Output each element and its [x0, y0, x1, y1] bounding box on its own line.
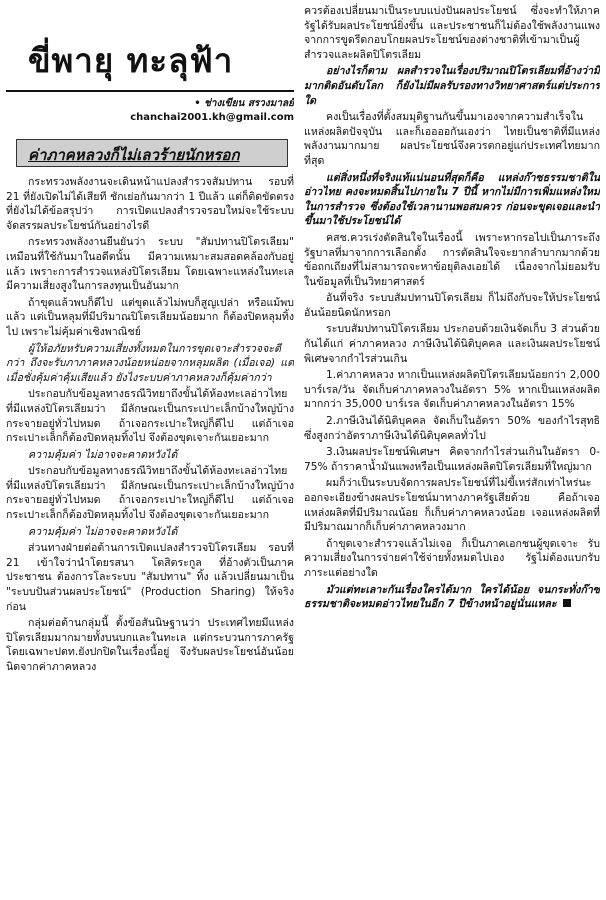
column-name: ขี่พายุ ทะลุฟ้า [28, 41, 234, 80]
left-paragraph-italic: ความคุ้มค่า ไม่อาจจะคาดหวังได้ [28, 525, 178, 538]
right-paragraph: อันที่จริง ระบบสัมปทานปิโตรเลียม ก็ไม่ถึงกับจะให้ประโยชน์อันน้อยนิดนักหรอก [304, 292, 600, 319]
end-mark-icon [563, 599, 571, 607]
left-paragraph: กลุ่มต่อต้านกลุ่มนี้ ตั้งข้อสันนิษฐานว่า ประเทศไทยมีแหล่งปิโตรเลียมมากมายทั้งบนบกและในทะเล แต่กระบวนการภาครัฐโดยเฉพาะปตท.ยังปกปิดในเรื่องนี้อยู่ จึงรับผลประโยชน์อันน้อยนิดจากค่าภาคหลวง [6, 617, 294, 673]
left-paragraph: ถ้าขุดแล้วพบก็ดีไป แต่ขุดแล้วไม่พบก็สูญเปล่า หรือแม้พบแล้ว แต่เป็นหลุมที่มีปริมาณปิโตรเลียมน้อยมาก ก็ต้องปิดหลุมทิ้งไป เพราะไม่คุ้มค่าเชิงพาณิชย์ [6, 296, 294, 338]
headline: ค่าภาคหลวงก็ไม่เลวร้ายนักหรอก [28, 146, 240, 164]
left-paragraph: ส่วนทางฝ่ายต่อต้านการเปิดแปลงสำรวจปิโตรเลียม รอบที่ 21 เข้าใจว่านำโดยรสนา โตสิตระกูล ที่อ้างตัวเป็นภาคประชาชน ต้องการโละระบบ "สัมปทาน" ทิ้ง แล้วเปลี่ยนมาเป็น "ระบบปันส่วนผลประโยชน์" (Production Sharing) ให้จริงก่อน [6, 542, 294, 613]
right-paragraph-closing [304, 583, 600, 612]
left-paragraph-italic: ความคุ้มค่า ไม่อาจจะคาดหวังได้ [28, 448, 178, 461]
right-column [304, 0, 600, 900]
right-paragraph: ควรต้องเปลี่ยนมาเป็นระบบแบ่งปันผลประโยชน์ ซึ่งจะทำให้ภาครัฐได้รับผลประโยชน์ยิ่งขึ้น และประชาชนก็ไม่ต้องใช้พลังงานแพงจากการขูดรีดกอบโกยผลประโยชน์ของต่างชาติที่เข้ามาเป็นผู้สำรวจและผลิตปิโตรเลียม [304, 5, 600, 61]
author-name: • ช่างเขียน สรวงมาลย์ [194, 98, 294, 109]
column-masthead [6, 20, 294, 92]
left-paragraph: ประกอบกับข้อมูลทางธรณีวิทยาถึงขั้นได้ห้องทะเลอ่าวไทยที่มีแหล่งปิโตรเลียมว่า มีลักษณะเป็นกระเปาะเล็กบ้างใหญ่บ้าง กระจายอยู่ทั่วไปหมด ถ้าเจอกระเปาะใหญ่ก็ดีไป แต่ถ้าเจอกระเปาะเล็กก็ต้องปิดหลุมทิ้งไป จึงต้องขุดเจาะกันเยอะมาก [6, 465, 294, 522]
closing-text: มัวแต่ทะเลาะกันเรื่องใครได้มาก ใครได้น้อย จนกระทั่งก๊าซธรรมชาติจะหมดอ่าวไทยในอีก 7 ปีข้างหน้าอยู่นั่นแหละ [304, 583, 600, 611]
right-paragraph: คงเป็นเรื่องที่ตั้งสมมุติฐานกันขึ้นมาเองจากความสำเร็จในแหล่งผลิตปัจจุบัน และก็เออออกันเองว่า ไทยเป็นชาติที่มีแหล่งพลังงานมากมาย ผลประโยชน์จึงควรตกอยู่แก่ประเทศไทยมากที่สุด [304, 111, 600, 167]
right-paragraph: 3.เงินผลประโยชน์พิเศษฯ คิดจากกำไรส่วนเกินในอัตรา 0-75% ถ้าราคาน้ำมันแพงหรือเป็นแหล่งผลิตปิโตรเลียมที่ใหญ่มาก [304, 446, 600, 473]
right-paragraph-emphasis: อย่างไรก็ตาม ผลสำรวจในเรื่องปริมาณปิโตรเลียมที่อ้างว่ามีมากติดอันดับโลก ก็ยังไม่มีผลรับรองทางวิทยาศาสตร์แต่ประการใด [304, 65, 600, 107]
right-paragraph: คสช.ควรเร่งตัดสินใจในเรื่องนี้ เพราะหากรอไปเป็นภาระถึงรัฐบาลที่มาจากการเลือกตั้ง การตัดสินใจจะยากลำบากมากด้วยข้อถกเถียงที่ไม่สามารถจะหาข้อยุติลงเอยได้ เนื่องจากไม่ยอมรับในข้อมูลที่เป็นวิทยาศาสตร์ [304, 231, 600, 288]
right-paragraph: ถ้าขุดเจาะสำรวจแล้วไม่เจอ ก็เป็นภาคเอกชนผู้ขุดเจาะ รับความเสี่ยงในการจ่ายค่าใช้จ่ายทั้งหมดไปเอง รัฐไม่ต้องแบกรับภาระแต่อย่างใด [304, 537, 600, 579]
right-paragraph: ผมก็ว่าเป็นระบบจัดการผลประโยชน์ที่ไม่ขี้เหร่สักเท่าไหร่นะ ออกจะเอียงข้างผลประโยชน์มาทางภาครัฐเสียด้วย คือถ้าเจอแหล่งผลิตที่มีปริมาณน้อย ก็เก็บค่าภาคหลวงน้อย เจอแหล่งผลิตที่มีปริมาณมากก็เก็บค่าภาคหลวงมาก [304, 477, 600, 534]
byline [6, 96, 294, 123]
right-paragraph: 1.ค่าภาคหลวง หากเป็นแหล่งผลิตปิโตรเลียมน้อยกว่า 2,000 บาร์เรล/วัน จัดเก็บค่าภาคหลวงในอัตรา 5% หากเป็นแหล่งผลิตมากกว่า 35,000 บาร์เรล จัดเก็บค่าภาคหลวงในอัตรา 15% [304, 369, 600, 411]
left-paragraph: กระทรวงพลังงานจะเดินหน้าแปลงสำรวจสัมปทาน รอบที่ 21 ที่ยังเปิดไม่ได้เสียที ชักเย่อกันมากว่า 1 ปีแล้ว แต่ก็ติดขัดตรงที่ยังไม่ได้ข้อสรุปว่า การเปิดแปลงสำรวจรอบใหม่จะใช้ระบบจัดสรรผลประโยชน์กันอย่างไรดี [6, 176, 294, 232]
author-email: chanchai2001.kh@gmail.com [130, 112, 294, 123]
headline-box [16, 139, 294, 167]
left-column [6, 0, 294, 900]
left-paragraph: กระทรวงพลังงานยืนยันว่า ระบบ "สัมปทานปิโตรเลียม" เหมือนที่ใช้กันมาในอดีตนั้น มีความเหมาะสมสอดคล้องกับอยู่แล้ว เพราะการสำรวจแหล่งปิโตรเลียม โดยเฉพาะแหล่งในทะเล มีความเสี่ยงสูงในการลงทุนเป็นอันมาก [6, 236, 294, 293]
right-paragraph: 2.ภาษีเงินได้นิติบุคคล จัดเก็บในอัตรา 50% ของกำไรสุทธิ ซึ่งสูงกว่าอัตราภาษีเงินได้นิติบุคคลทั่วไป [304, 415, 600, 442]
right-paragraph-emphasis: แต่สิ่งหนึ่งที่จริงแท้แน่นอนที่สุดก็คือ แหล่งก๊าซธรรมชาติในอ่าวไทย คงจะหมดสิ้นไปภายใน 7 ปีนี้ หากไม่มีการเพิ่มแหล่งใหม่ในการสำรวจ ซึ่งต้องใช้เวลานานพอสมควร ก่อนจะขุดเจอและนำขึ้นมาใช้ประโยชน์ได้ [304, 171, 600, 228]
left-paragraph: ประกอบกับข้อมูลทางธรณีวิทยาถึงขั้นได้ห้องทะเลอ่าวไทยที่มีแหล่งปิโตรเลียมว่า มีลักษณะเป็นกระเปาะเล็กบ้างใหญ่บ้าง กระจายอยู่ทั่วไปหมด ถ้าเจอกระเปาะใหญ่ก็ดีไป แต่ถ้าเจอกระเปาะเล็กก็ต้องปิดหลุมทิ้งไป จึงต้องขุดเจาะกันเยอะมาก [6, 388, 294, 445]
left-paragraph-italic: ผู้ให้อภัยหรับความเสี่ยงทั้งหมดในการขุดเจาะสำรวจจะตีกว่า ถึงจะรับภาภาคหลวงน้อยหน่อยจากหลุมผลิต (เมื่อเจอ) แต่เมื่อชั่งคุ้มค่าคุ้มเสียแล้ว ยังไงระบบค่าภาคหลวงก็คุ้มค่ากว่า [6, 342, 294, 384]
right-paragraph: ระบบสัมปทานปิโตรเลียม ประกอบด้วยเงินจัดเก็บ 3 ส่วนด้วยกันได้แก่ ค่าภาคหลวง ภาษีเงินได้นิติบุคคล และเงินผลประโยชน์พิเศษจากกำไรส่วนเกิน [304, 323, 600, 365]
